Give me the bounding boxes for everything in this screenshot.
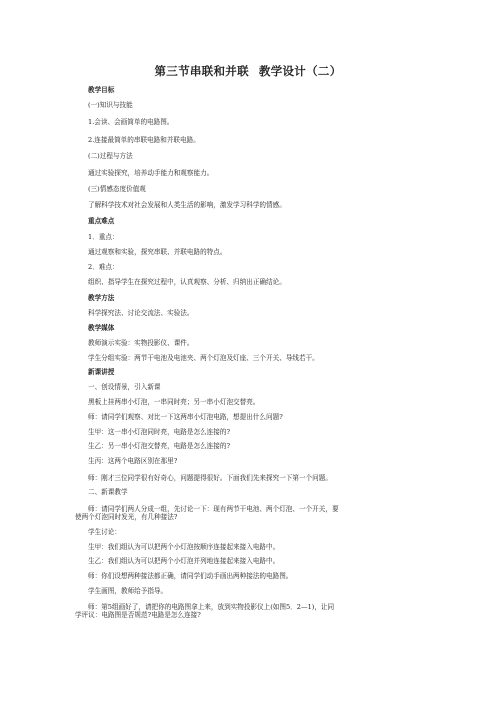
title-sub: 教学设计（二） <box>258 64 342 78</box>
paragraph: 生甲：这一串小灯泡同时亮，电路是怎么连接的? <box>88 427 231 436</box>
paragraph: 2．难点： <box>88 263 119 272</box>
heading-new-lesson: 新课讲授 <box>88 368 115 377</box>
paragraph: (三)情感态度价值观 <box>88 184 146 193</box>
document-body <box>75 86 418 620</box>
paragraph: 了解科学技术对社会发展和人类生活的影响，激发学习科学的情感。 <box>88 201 286 210</box>
heading-teaching-goals: 教学目标 <box>88 86 115 94</box>
paragraph: (一)知识与技能 <box>88 100 133 109</box>
heading-teaching-media: 教学媒体 <box>88 323 115 332</box>
paragraph: 生乙：我们组认为可以把两个小灯泡并列地连接起来接入电路中。 <box>88 557 280 566</box>
title-main: 第三节串联和并联 <box>154 64 249 78</box>
paragraph: 学生画图，教师给予指导。 <box>88 586 168 595</box>
paragraph: 1．重点： <box>88 233 119 242</box>
paragraph: 通过观察和实验，探究串联、并联电路的特点。 <box>88 248 227 257</box>
paragraph: 通过实验探究，培养动手能力和观察能力。 <box>88 168 214 177</box>
paragraph: 生乙：另一串小灯泡交替亮，电路是怎么连接的? <box>88 442 231 451</box>
paragraph: 生甲：我们组认为可以把两个小灯泡按顺序连接起来接入电路中。 <box>88 542 280 551</box>
paragraph: 2.连接最简单的串联电路和并联电路。 <box>88 136 200 145</box>
paragraph: 使两个灯泡同时发光，有几种接法? <box>75 512 178 521</box>
document-title <box>0 63 496 79</box>
paragraph: 一、创设情景，引入新课 <box>88 383 161 392</box>
paragraph: 生丙：这两个电路区别在那里? <box>88 457 178 466</box>
paragraph: 师：请同学们观察、对比一下这两串小灯泡电路，想提出什么问题? <box>88 412 283 421</box>
paragraph: 教师演示实验：实物投影仪、课件。 <box>88 338 194 347</box>
paragraph: 黑板上挂两串小灯泡，一串同时亮；另一串小灯泡交替亮。 <box>88 398 260 406</box>
paragraph: 二、新课教学 <box>88 488 128 497</box>
paragraph: 1.会读、会画简单的电路图。 <box>88 118 174 127</box>
heading-teaching-methods: 教学方法 <box>88 294 115 303</box>
paragraph: 师：请同学们两人分成一组，先讨论一下：现有两节干电池、两个灯泡、一个开关，要 <box>88 504 339 513</box>
paragraph: 师：第5组画好了，请把你的电路图拿上来，放到实物投影仪上(如图5．2—1)，让同 <box>88 603 335 612</box>
paragraph: 学生讨论： <box>88 527 121 536</box>
paragraph: 师：刚才三位同学很有好奇心，问题提得很好。下面我们先来探究一下第一个问题。 <box>88 473 332 482</box>
paragraph: 师：你们设想两种接法都正确，请同学们动手画出两种接法的电路图。 <box>88 572 293 581</box>
heading-key-points: 重点难点 <box>88 217 115 226</box>
paragraph: 科学探究法、讨论交流法、实验法。 <box>88 309 194 318</box>
paragraph: 组织、指导学生在探究过程中，认真观察、分析、归纳出正确结论。 <box>88 277 286 286</box>
paragraph: 学评议：电路图是否规范?电路是怎么连接? <box>75 611 201 620</box>
paragraph: 学生分组实验：两节干电池及电池夹、两个灯泡及灯座、三个开关、导线若干。 <box>88 353 319 362</box>
paragraph: (二)过程与方法 <box>88 152 133 161</box>
